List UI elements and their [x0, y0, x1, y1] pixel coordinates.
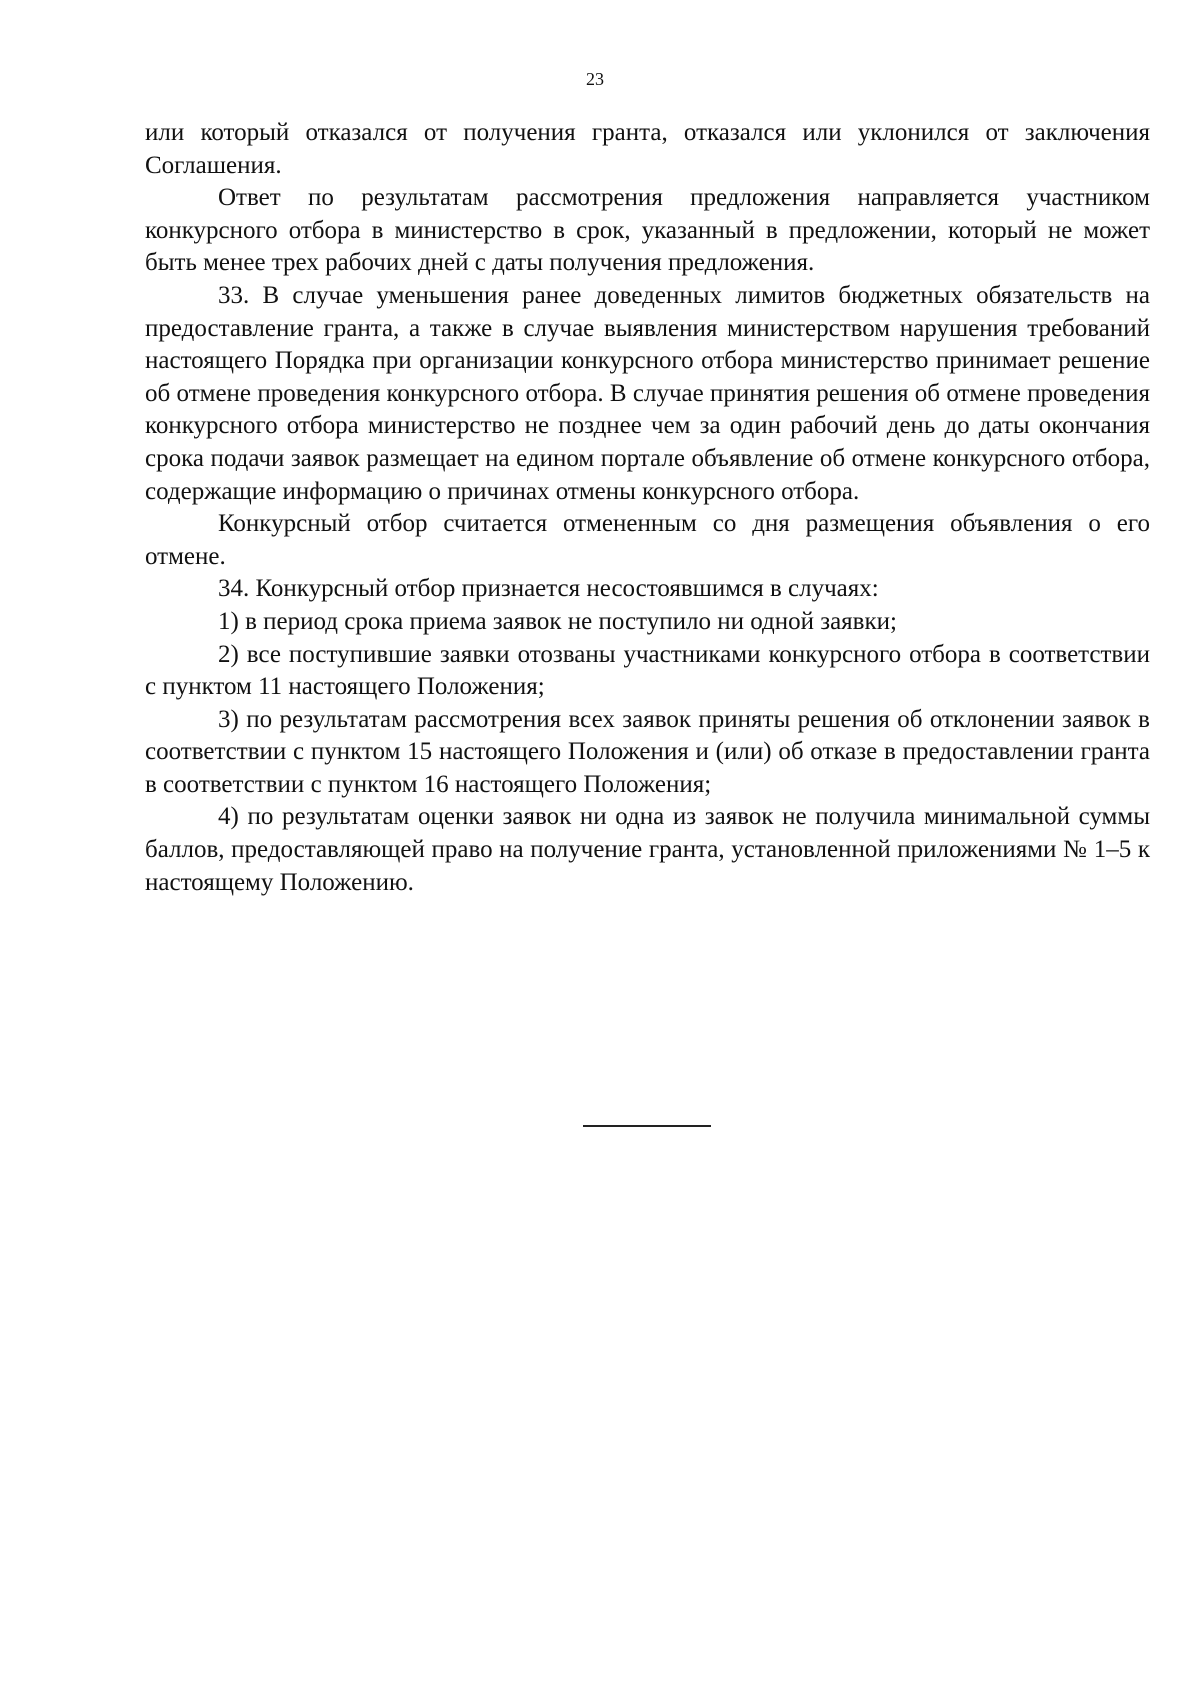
paragraph-continuation: или который отказался от получения гранта, отказался или уклонился от заключения Соглашения. [145, 119, 1150, 179]
list-item-3: 3) по результатам рассмотрения всех заявок приняты решения об отклонении заявок в соответствии с пунктом 15 настоящего Положения и (или) об отказе в предоставлении гранта в соответствии с пунктом 16 настоящего Положения; [145, 705, 1150, 798]
paragraph-33: 33. В случае уменьшения ранее доведенных лимитов бюджетных обязательств на предоставление гранта, а также в случае выявления министерством нарушения требований настоящего Порядка при организации конкурсного отбора министерство принимает решение об отмене проведения конкурсного отбора. В случае принятия решения об отмене проведения конкурсного отбора министерство не позднее чем за один рабочий день до даты окончания срока подачи заявок размещает на едином портале объявление об отмене конкурсного отбора, содержащие информацию о причинах отмены конкурсного отбора. [145, 281, 1150, 505]
page-number: 23 [586, 69, 604, 89]
paragraph-34: 34. Конкурсный отбор признается несостоявшимся в случаях: [218, 575, 879, 603]
document-body [145, 117, 1150, 899]
list-item-1: 1) в период срока приема заявок не поступило ни одной заявки; [218, 607, 897, 635]
list-item-4: 4) по результатам оценки заявок ни одна из заявок не получила минимальной суммы баллов, предоставляющей право на получение гранта, установленной приложениями № 1–5 к настоящему Положению. [145, 803, 1150, 896]
end-of-text-divider [583, 1125, 711, 1127]
list-item-2: 2) все поступившие заявки отозваны участниками конкурсного отбора в соответствии с пунктом 11 настоящего Положения; [145, 640, 1150, 701]
paragraph-cancellation: Конкурсный отбор считается отмененным со дня размещения объявления о его отмене. [145, 510, 1150, 570]
paragraph-response: Ответ по результатам рассмотрения предложения направляется участником конкурсного отбора в министерство в срок, указанный в предложении, который не может быть менее трех рабочих дней с даты получения предложения. [145, 184, 1150, 277]
